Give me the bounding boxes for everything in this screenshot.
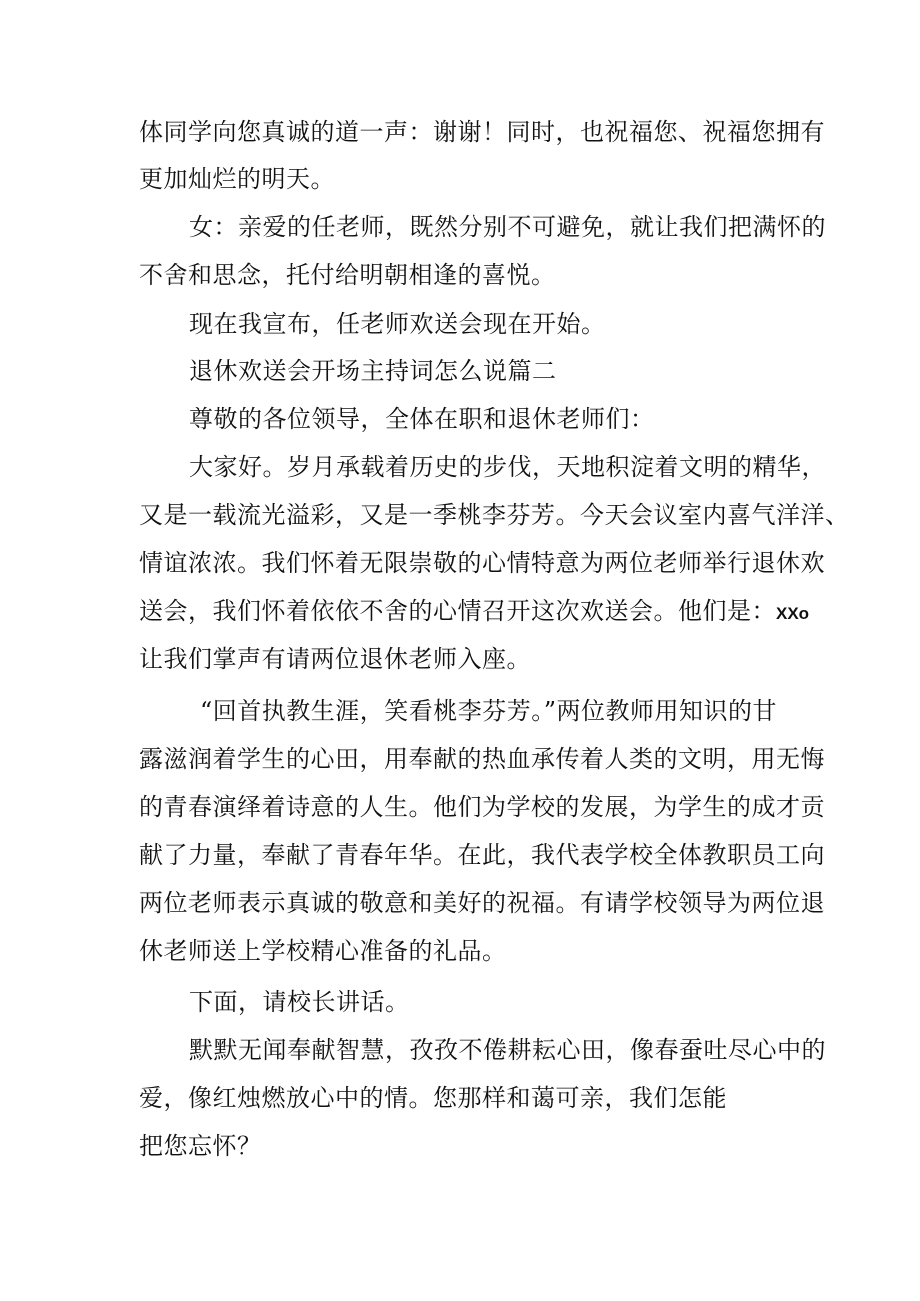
paragraph-7-line-2: 露滋润着学生的心田，用奉献的热血承传着人类的文明，用无悔	[139, 745, 825, 773]
paragraph-2-line-2: 不舍和思念，托付给明朝相逢的喜悦。	[139, 261, 556, 289]
paragraph-6-line-2: 又是一载流光溢彩，又是一季桃李芬芳。今天会议室内喜气洋洋、	[139, 501, 850, 529]
paragraph-9-line-2: 爱，像红烛燃放心中的情。您那样和蔼可亲，我们怎能	[139, 1084, 727, 1112]
paragraph-2-line-1: 女：亲爱的任老师，既然分别不可避免，就让我们把满怀的	[189, 213, 826, 241]
announcement-line: 现在我宣布，任老师欢送会现在开始。	[189, 310, 606, 338]
section-heading: 退休欢送会开场主持词怎么说篇二	[189, 357, 557, 385]
paragraph-7-line-4: 献了力量，奉献了青春年华。在此，我代表学校全体教职员工向	[139, 841, 825, 869]
principal-speech-line: 下面，请校长讲话。	[189, 988, 410, 1016]
paragraph-7-line-5: 两位老师表示真诚的敬意和美好的祝福。有请学校领导为两位退	[139, 889, 825, 917]
paragraph-6-line-5: 让我们掌声有请两位退休老师入座。	[139, 645, 531, 673]
paragraph-6-line-1: 大家好。岁月承载着历史的步伐，天地积淀着文明的精华，	[189, 453, 826, 481]
paragraph-6-line-3: 情谊浓浓。我们怀着无限崇敬的心情特意为两位老师举行退休欢	[139, 549, 825, 577]
paragraph-7-line-1: “回首执教生涯，笑看桃李芬芳。”两位教师用知识的甘	[200, 697, 778, 725]
paragraph-7-line-6: 休老师送上学校精心准备的礼品。	[139, 937, 507, 965]
paragraph-9-line-1: 默默无闻奉献智慧，孜孜不倦耕耘心田，像春蚕吐尽心中的	[189, 1036, 826, 1064]
paragraph-9-line-3: 把您忘怀？	[139, 1132, 262, 1160]
salutation-line: 尊敬的各位领导，全体在职和退休老师们：	[189, 405, 655, 433]
paragraph-1-line-2: 更加灿烂的明天。	[139, 165, 335, 193]
names-placeholder: XXo	[776, 604, 810, 623]
paragraph-6-line-4	[139, 596, 809, 629]
paragraph-6-line-4-text: 送会，我们怀着依依不舍的心情召开这次欢送会。他们是：	[139, 597, 776, 625]
paragraph-1-line-1: 体同学向您真诚的道一声：谢谢！同时，也祝福您、祝福您拥有	[139, 118, 825, 146]
paragraph-7-line-3: 的青春演绎着诗意的人生。他们为学校的发展，为学生的成才贡	[139, 793, 825, 821]
